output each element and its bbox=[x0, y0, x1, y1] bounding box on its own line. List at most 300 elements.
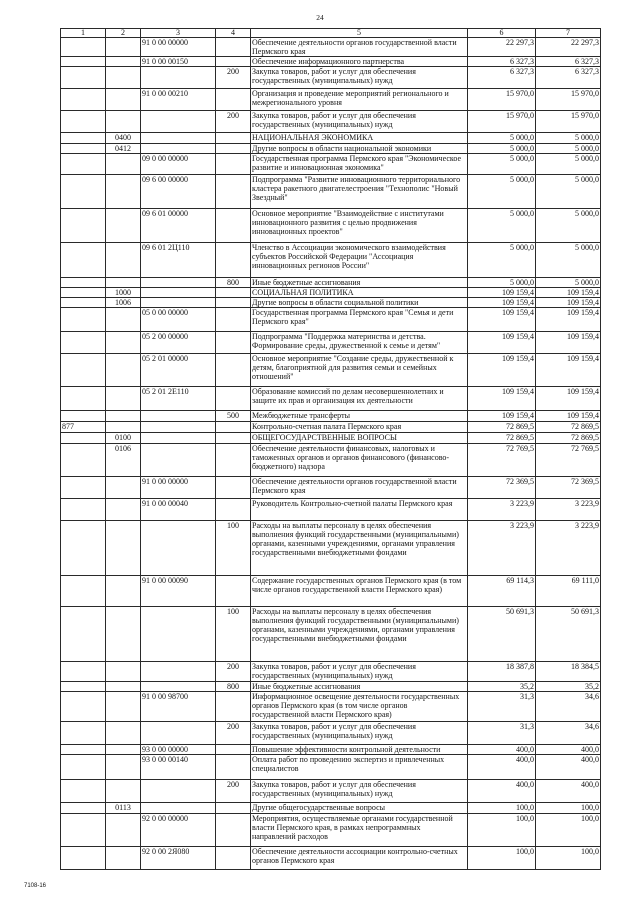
section-code-cell bbox=[106, 662, 141, 682]
department-code-cell bbox=[61, 682, 106, 692]
section-code-cell bbox=[106, 745, 141, 755]
item-name-cell: Расходы на выплаты персоналу в целях обеспечения выполнения функций государственными (муниципальными) органами, казенными учреждениями, органами управления государственными внебюджетными фондами bbox=[251, 521, 468, 576]
expense-type-code-cell bbox=[216, 154, 251, 175]
table-row bbox=[61, 154, 601, 175]
amount-cell-col7: 109 159,4 bbox=[536, 308, 601, 332]
amount-cell-col6: 31,3 bbox=[468, 692, 536, 722]
expense-type-code-cell bbox=[216, 499, 251, 521]
amount-cell-col6: 109 159,4 bbox=[468, 288, 536, 298]
item-name-cell: Иные бюджетные ассигнования bbox=[251, 682, 468, 692]
target-article-code-cell bbox=[141, 133, 216, 144]
amount-cell-col7: 15 970,0 bbox=[536, 89, 601, 111]
department-code-cell bbox=[61, 387, 106, 411]
expense-type-code-cell: 800 bbox=[216, 682, 251, 692]
amount-cell-col6: 15 970,0 bbox=[468, 111, 536, 133]
target-article-code-cell: 91 0 00 00000 bbox=[141, 477, 216, 499]
table-row bbox=[61, 298, 601, 308]
department-code-cell bbox=[61, 354, 106, 387]
expense-type-code-cell bbox=[216, 803, 251, 814]
target-article-code-cell: 09 6 01 2Ц110 bbox=[141, 243, 216, 278]
section-code-cell bbox=[106, 847, 141, 870]
amount-cell-col7: 5 000,0 bbox=[536, 243, 601, 278]
expense-type-code-cell: 200 bbox=[216, 662, 251, 682]
amount-cell-col7: 6 327,3 bbox=[536, 57, 601, 67]
target-article-code-cell: 05 0 00 00000 bbox=[141, 308, 216, 332]
section-code-cell bbox=[106, 499, 141, 521]
amount-cell-col6: 400,0 bbox=[468, 780, 536, 803]
expense-type-code-cell bbox=[216, 57, 251, 67]
amount-cell-col6: 100,0 bbox=[468, 803, 536, 814]
section-code-cell bbox=[106, 411, 141, 422]
amount-cell-col7: 5 000,0 bbox=[536, 278, 601, 288]
item-name-cell: Основное мероприятие "Взаимодействие с институтами инновационного развития с целью продвижения инновационных проектов" bbox=[251, 209, 468, 243]
amount-cell-col7: 72 869,5 bbox=[536, 433, 601, 444]
department-code-cell bbox=[61, 144, 106, 154]
section-code-cell bbox=[106, 278, 141, 288]
item-name-cell: Обеспечение деятельности органов государственной власти Пермского края bbox=[251, 477, 468, 499]
amount-cell-col6: 400,0 bbox=[468, 745, 536, 755]
budget-table bbox=[60, 28, 601, 870]
department-code-cell bbox=[61, 298, 106, 308]
target-article-code-cell: 91 0 00 00150 bbox=[141, 57, 216, 67]
department-code-cell bbox=[61, 780, 106, 803]
target-article-code-cell: 91 0 00 00210 bbox=[141, 89, 216, 111]
table-row bbox=[61, 111, 601, 133]
department-code-cell bbox=[61, 755, 106, 780]
table-row bbox=[61, 89, 601, 111]
department-code-cell bbox=[61, 847, 106, 870]
amount-cell-col6: 35,2 bbox=[468, 682, 536, 692]
section-code-cell bbox=[106, 154, 141, 175]
amount-cell-col7: 100,0 bbox=[536, 847, 601, 870]
section-code-cell: 1000 bbox=[106, 288, 141, 298]
target-article-code-cell: 09 6 01 00000 bbox=[141, 209, 216, 243]
target-article-code-cell bbox=[141, 607, 216, 662]
item-name-cell: Другие вопросы в области национальной экономики bbox=[251, 144, 468, 154]
department-code-cell bbox=[61, 332, 106, 354]
target-article-code-cell bbox=[141, 803, 216, 814]
department-code-cell bbox=[61, 278, 106, 288]
amount-cell-col7: 400,0 bbox=[536, 745, 601, 755]
target-article-code-cell: 91 0 00 00040 bbox=[141, 499, 216, 521]
target-article-code-cell: 93 0 00 00140 bbox=[141, 755, 216, 780]
department-code-cell bbox=[61, 433, 106, 444]
table-row bbox=[61, 38, 601, 57]
section-code-cell bbox=[106, 89, 141, 111]
amount-cell-col6: 72 869,5 bbox=[468, 422, 536, 433]
expense-type-code-cell: 200 bbox=[216, 111, 251, 133]
section-code-cell bbox=[106, 175, 141, 209]
item-name-cell: Организация и проведение мероприятий регионального и межрегионального уровня bbox=[251, 89, 468, 111]
table-row bbox=[61, 144, 601, 154]
table-row bbox=[61, 444, 601, 477]
table-row bbox=[61, 722, 601, 745]
expense-type-code-cell bbox=[216, 332, 251, 354]
target-article-code-cell bbox=[141, 433, 216, 444]
item-name-cell: СОЦИАЛЬНАЯ ПОЛИТИКА bbox=[251, 288, 468, 298]
department-code-cell bbox=[61, 411, 106, 422]
table-row bbox=[61, 332, 601, 354]
department-code-cell bbox=[61, 288, 106, 298]
target-article-code-cell bbox=[141, 521, 216, 576]
expense-type-code-cell: 800 bbox=[216, 278, 251, 288]
section-code-cell: 0100 bbox=[106, 433, 141, 444]
amount-cell-col6: 5 000,0 bbox=[468, 278, 536, 288]
amount-cell-col7: 109 159,4 bbox=[536, 288, 601, 298]
table-row bbox=[61, 521, 601, 576]
item-name-cell: НАЦИОНАЛЬНАЯ ЭКОНОМИКА bbox=[251, 133, 468, 144]
amount-cell-col6: 400,0 bbox=[468, 755, 536, 780]
item-name-cell: Обеспечение информационного партнерства bbox=[251, 57, 468, 67]
header-col-1: 1 bbox=[61, 29, 106, 38]
target-article-code-cell bbox=[141, 111, 216, 133]
department-code-cell bbox=[61, 607, 106, 662]
department-code-cell bbox=[61, 308, 106, 332]
amount-cell-col6: 72 369,5 bbox=[468, 477, 536, 499]
target-article-code-cell: 92 0 00 2Я080 bbox=[141, 847, 216, 870]
section-code-cell bbox=[106, 111, 141, 133]
table-row bbox=[61, 288, 601, 298]
target-article-code-cell: 09 6 00 00000 bbox=[141, 175, 216, 209]
table-row bbox=[61, 803, 601, 814]
table-row bbox=[61, 209, 601, 243]
section-code-cell bbox=[106, 755, 141, 780]
expense-type-code-cell bbox=[216, 354, 251, 387]
amount-cell-col6: 100,0 bbox=[468, 847, 536, 870]
target-article-code-cell: 05 2 01 2Е110 bbox=[141, 387, 216, 411]
amount-cell-col7: 109 159,4 bbox=[536, 411, 601, 422]
expense-type-code-cell bbox=[216, 38, 251, 57]
item-name-cell: Членство в Ассоциации экономического взаимодействия субъектов Российской Федерации "Ассоциация инновационных регионов России" bbox=[251, 243, 468, 278]
table-header-row bbox=[61, 29, 601, 38]
amount-cell-col7: 22 297,3 bbox=[536, 38, 601, 57]
expense-type-code-cell bbox=[216, 89, 251, 111]
section-code-cell: 0400 bbox=[106, 133, 141, 144]
section-code-cell bbox=[106, 332, 141, 354]
item-name-cell: Расходы на выплаты персоналу в целях обеспечения выполнения функций государственными (муниципальными) органами, казенными учреждениями, органами управления государственными внебюджетными фондами bbox=[251, 607, 468, 662]
target-article-code-cell: 91 0 00 98700 bbox=[141, 692, 216, 722]
section-code-cell bbox=[106, 607, 141, 662]
document-code: 7108-16 bbox=[24, 883, 47, 889]
department-code-cell bbox=[61, 57, 106, 67]
expense-type-code-cell: 500 bbox=[216, 411, 251, 422]
amount-cell-col6: 72 869,5 bbox=[468, 433, 536, 444]
department-code-cell bbox=[61, 154, 106, 175]
target-article-code-cell bbox=[141, 411, 216, 422]
table-row bbox=[61, 354, 601, 387]
amount-cell-col7: 72 869,5 bbox=[536, 422, 601, 433]
amount-cell-col6: 69 114,3 bbox=[468, 576, 536, 607]
item-name-cell: Обеспечение деятельности финансовых, налоговых и таможенных органов и органов финансового (финансово-бюджетного) надзора bbox=[251, 444, 468, 477]
department-code-cell bbox=[61, 814, 106, 847]
target-article-code-cell: 05 2 00 00000 bbox=[141, 332, 216, 354]
target-article-code-cell bbox=[141, 144, 216, 154]
target-article-code-cell bbox=[141, 422, 216, 433]
amount-cell-col7: 6 327,3 bbox=[536, 67, 601, 89]
section-code-cell bbox=[106, 209, 141, 243]
amount-cell-col7: 50 691,3 bbox=[536, 607, 601, 662]
item-name-cell: Закупка товаров, работ и услуг для обеспечения государственных (муниципальных) нужд bbox=[251, 111, 468, 133]
item-name-cell: Межбюджетные трансферты bbox=[251, 411, 468, 422]
section-code-cell bbox=[106, 422, 141, 433]
table-row bbox=[61, 278, 601, 288]
amount-cell-col6: 5 000,0 bbox=[468, 154, 536, 175]
amount-cell-col6: 6 327,3 bbox=[468, 57, 536, 67]
target-article-code-cell bbox=[141, 278, 216, 288]
item-name-cell: Подпрограмма "Развитие инновационного территориального кластера ракетного двигателестроения "Технополис "Новый Звездный" bbox=[251, 175, 468, 209]
section-code-cell: 0412 bbox=[106, 144, 141, 154]
header-col-2: 2 bbox=[106, 29, 141, 38]
amount-cell-col7: 3 223,9 bbox=[536, 521, 601, 576]
section-code-cell bbox=[106, 354, 141, 387]
amount-cell-col6: 109 159,4 bbox=[468, 387, 536, 411]
expense-type-code-cell bbox=[216, 692, 251, 722]
expense-type-code-cell bbox=[216, 298, 251, 308]
department-code-cell bbox=[61, 89, 106, 111]
department-code-cell bbox=[61, 722, 106, 745]
amount-cell-col6: 3 223,9 bbox=[468, 521, 536, 576]
department-code-cell bbox=[61, 499, 106, 521]
amount-cell-col6: 109 159,4 bbox=[468, 411, 536, 422]
expense-type-code-cell bbox=[216, 477, 251, 499]
section-code-cell bbox=[106, 722, 141, 745]
section-code-cell bbox=[106, 576, 141, 607]
table-row bbox=[61, 387, 601, 411]
section-code-cell bbox=[106, 780, 141, 803]
amount-cell-col7: 5 000,0 bbox=[536, 144, 601, 154]
target-article-code-cell bbox=[141, 722, 216, 745]
amount-cell-col6: 3 223,9 bbox=[468, 499, 536, 521]
department-code-cell bbox=[61, 692, 106, 722]
header-col-3: 3 bbox=[141, 29, 216, 38]
expense-type-code-cell bbox=[216, 133, 251, 144]
item-name-cell: Закупка товаров, работ и услуг для обеспечения государственных (муниципальных) нужд bbox=[251, 722, 468, 745]
section-code-cell bbox=[106, 477, 141, 499]
target-article-code-cell bbox=[141, 444, 216, 477]
section-code-cell bbox=[106, 243, 141, 278]
section-code-cell bbox=[106, 692, 141, 722]
item-name-cell: Обеспечение деятельности ассоциации контрольно-счетных органов Пермского края bbox=[251, 847, 468, 870]
amount-cell-col6: 5 000,0 bbox=[468, 133, 536, 144]
department-code-cell bbox=[61, 209, 106, 243]
expense-type-code-cell bbox=[216, 387, 251, 411]
amount-cell-col6: 50 691,3 bbox=[468, 607, 536, 662]
expense-type-code-cell: 100 bbox=[216, 521, 251, 576]
header-col-4: 4 bbox=[216, 29, 251, 38]
department-code-cell bbox=[61, 521, 106, 576]
table-row bbox=[61, 576, 601, 607]
expense-type-code-cell bbox=[216, 433, 251, 444]
section-code-cell: 0113 bbox=[106, 803, 141, 814]
department-code-cell bbox=[61, 662, 106, 682]
amount-cell-col6: 18 387,8 bbox=[468, 662, 536, 682]
item-name-cell: Другие общегосударственные вопросы bbox=[251, 803, 468, 814]
item-name-cell: Руководитель Контрольно-счетной палаты Пермского края bbox=[251, 499, 468, 521]
amount-cell-col7: 109 159,4 bbox=[536, 387, 601, 411]
amount-cell-col7: 3 223,9 bbox=[536, 499, 601, 521]
item-name-cell: Информационное освещение деятельности государственных органов Пермского края (в том числе органов государственной власти Пермского края) bbox=[251, 692, 468, 722]
target-article-code-cell: 09 0 00 00000 bbox=[141, 154, 216, 175]
section-code-cell bbox=[106, 521, 141, 576]
section-code-cell bbox=[106, 814, 141, 847]
header-col-5: 5 bbox=[251, 29, 468, 38]
item-name-cell: ОБЩЕГОСУДАРСТВЕННЫЕ ВОПРОСЫ bbox=[251, 433, 468, 444]
expense-type-code-cell: 200 bbox=[216, 780, 251, 803]
expense-type-code-cell bbox=[216, 444, 251, 477]
department-code-cell bbox=[61, 111, 106, 133]
amount-cell-col7: 34,6 bbox=[536, 692, 601, 722]
amount-cell-col7: 18 384,5 bbox=[536, 662, 601, 682]
amount-cell-col7: 72 769,5 bbox=[536, 444, 601, 477]
amount-cell-col7: 109 159,4 bbox=[536, 354, 601, 387]
target-article-code-cell: 92 0 00 00000 bbox=[141, 814, 216, 847]
target-article-code-cell: 93 0 00 00000 bbox=[141, 745, 216, 755]
item-name-cell: Содержание государственных органов Пермского края (в том числе органов государственной власти Пермского края) bbox=[251, 576, 468, 607]
amount-cell-col6: 5 000,0 bbox=[468, 209, 536, 243]
amount-cell-col6: 5 000,0 bbox=[468, 144, 536, 154]
item-name-cell: Образование комиссий по делам несовершеннолетних и защите их прав и организация их деятельности bbox=[251, 387, 468, 411]
table-row bbox=[61, 243, 601, 278]
expense-type-code-cell: 100 bbox=[216, 607, 251, 662]
section-code-cell bbox=[106, 308, 141, 332]
target-article-code-cell bbox=[141, 288, 216, 298]
amount-cell-col7: 100,0 bbox=[536, 803, 601, 814]
item-name-cell: Оплата работ по проведению экспертиз и привлеченных специалистов bbox=[251, 755, 468, 780]
table-row bbox=[61, 422, 601, 433]
amount-cell-col7: 34,6 bbox=[536, 722, 601, 745]
amount-cell-col7: 5 000,0 bbox=[536, 154, 601, 175]
amount-cell-col6: 5 000,0 bbox=[468, 243, 536, 278]
amount-cell-col7: 5 000,0 bbox=[536, 133, 601, 144]
table-row bbox=[61, 477, 601, 499]
item-name-cell: Государственная программа Пермского края "Экономическое развитие и инновационная экономика" bbox=[251, 154, 468, 175]
expense-type-code-cell bbox=[216, 209, 251, 243]
header-col-6: 6 bbox=[468, 29, 536, 38]
table-row bbox=[61, 682, 601, 692]
amount-cell-col6: 22 297,3 bbox=[468, 38, 536, 57]
amount-cell-col7: 109 159,4 bbox=[536, 332, 601, 354]
department-code-cell bbox=[61, 38, 106, 57]
table-row bbox=[61, 745, 601, 755]
section-code-cell bbox=[106, 38, 141, 57]
department-code-cell bbox=[61, 576, 106, 607]
item-name-cell: Закупка товаров, работ и услуг для обеспечения государственных (муниципальных) нужд bbox=[251, 662, 468, 682]
department-code-cell bbox=[61, 477, 106, 499]
table-row bbox=[61, 814, 601, 847]
amount-cell-col6: 5 000,0 bbox=[468, 175, 536, 209]
amount-cell-col7: 15 970,0 bbox=[536, 111, 601, 133]
item-name-cell: Иные бюджетные ассигнования bbox=[251, 278, 468, 288]
table-row bbox=[61, 847, 601, 870]
expense-type-code-cell bbox=[216, 243, 251, 278]
expense-type-code-cell bbox=[216, 745, 251, 755]
table-row bbox=[61, 411, 601, 422]
item-name-cell: Основное мероприятие "Создание среды, дружественной к детям, благоприятной для развития семьи и семейных отношений" bbox=[251, 354, 468, 387]
target-article-code-cell: 05 2 01 00000 bbox=[141, 354, 216, 387]
department-code-cell: 877 bbox=[61, 422, 106, 433]
target-article-code-cell bbox=[141, 662, 216, 682]
amount-cell-col6: 72 769,5 bbox=[468, 444, 536, 477]
table-row bbox=[61, 57, 601, 67]
target-article-code-cell bbox=[141, 682, 216, 692]
target-article-code-cell bbox=[141, 67, 216, 89]
expense-type-code-cell bbox=[216, 288, 251, 298]
item-name-cell: Контрольно-счетная палата Пермского края bbox=[251, 422, 468, 433]
expense-type-code-cell bbox=[216, 576, 251, 607]
page-number: 24 bbox=[316, 13, 324, 22]
table-row bbox=[61, 499, 601, 521]
item-name-cell: Другие вопросы в области социальной политики bbox=[251, 298, 468, 308]
expense-type-code-cell: 200 bbox=[216, 722, 251, 745]
section-code-cell bbox=[106, 387, 141, 411]
department-code-cell bbox=[61, 67, 106, 89]
table-row bbox=[61, 133, 601, 144]
table-body bbox=[61, 29, 601, 870]
table-row bbox=[61, 308, 601, 332]
section-code-cell bbox=[106, 67, 141, 89]
table-row bbox=[61, 692, 601, 722]
item-name-cell: Повышение эффективности контрольной деятельности bbox=[251, 745, 468, 755]
table-row bbox=[61, 433, 601, 444]
amount-cell-col6: 109 159,4 bbox=[468, 354, 536, 387]
expense-type-code-cell bbox=[216, 422, 251, 433]
amount-cell-col7: 109 159,4 bbox=[536, 298, 601, 308]
amount-cell-col6: 6 327,3 bbox=[468, 67, 536, 89]
target-article-code-cell bbox=[141, 780, 216, 803]
expense-type-code-cell bbox=[216, 814, 251, 847]
table-row bbox=[61, 67, 601, 89]
department-code-cell bbox=[61, 243, 106, 278]
target-article-code-cell bbox=[141, 298, 216, 308]
amount-cell-col7: 72 369,5 bbox=[536, 477, 601, 499]
amount-cell-col6: 109 159,4 bbox=[468, 332, 536, 354]
amount-cell-col6: 100,0 bbox=[468, 814, 536, 847]
item-name-cell: Мероприятия, осуществляемые органами государственной власти Пермского края, в рамках непрограммных направлений расходов bbox=[251, 814, 468, 847]
department-code-cell bbox=[61, 133, 106, 144]
department-code-cell bbox=[61, 175, 106, 209]
header-col-7: 7 bbox=[536, 29, 601, 38]
amount-cell-col6: 15 970,0 bbox=[468, 89, 536, 111]
amount-cell-col7: 35,2 bbox=[536, 682, 601, 692]
department-code-cell bbox=[61, 803, 106, 814]
amount-cell-col7: 69 111,0 bbox=[536, 576, 601, 607]
table-row bbox=[61, 175, 601, 209]
item-name-cell: Обеспечение деятельности органов государственной власти Пермского края bbox=[251, 38, 468, 57]
item-name-cell: Подпрограмма "Поддержка материнства и детства. Формирование среды, дружественной к семье и детям" bbox=[251, 332, 468, 354]
amount-cell-col6: 109 159,4 bbox=[468, 298, 536, 308]
table-row bbox=[61, 607, 601, 662]
amount-cell-col7: 400,0 bbox=[536, 755, 601, 780]
item-name-cell: Закупка товаров, работ и услуг для обеспечения государственных (муниципальных) нужд bbox=[251, 67, 468, 89]
expense-type-code-cell bbox=[216, 755, 251, 780]
target-article-code-cell: 91 0 00 00000 bbox=[141, 38, 216, 57]
amount-cell-col7: 100,0 bbox=[536, 814, 601, 847]
amount-cell-col7: 400,0 bbox=[536, 780, 601, 803]
expense-type-code-cell bbox=[216, 847, 251, 870]
amount-cell-col7: 5 000,0 bbox=[536, 209, 601, 243]
amount-cell-col6: 31,3 bbox=[468, 722, 536, 745]
department-code-cell bbox=[61, 444, 106, 477]
target-article-code-cell: 91 0 00 00090 bbox=[141, 576, 216, 607]
amount-cell-col6: 109 159,4 bbox=[468, 308, 536, 332]
expense-type-code-cell bbox=[216, 308, 251, 332]
section-code-cell bbox=[106, 682, 141, 692]
expense-type-code-cell bbox=[216, 175, 251, 209]
section-code-cell: 0106 bbox=[106, 444, 141, 477]
table-row bbox=[61, 662, 601, 682]
item-name-cell: Государственная программа Пермского края "Семья и дети Пермского края" bbox=[251, 308, 468, 332]
expense-type-code-cell bbox=[216, 144, 251, 154]
